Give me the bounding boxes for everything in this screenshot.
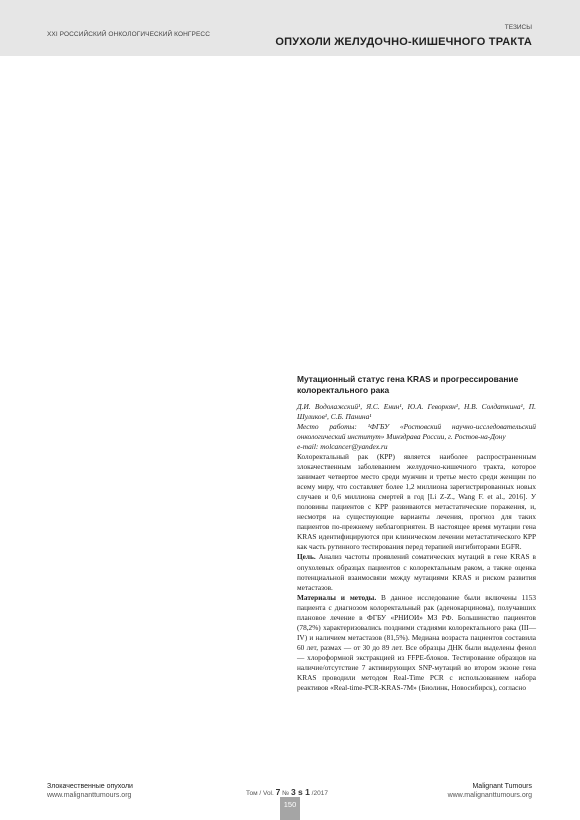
goal-label: Цель. xyxy=(297,552,316,562)
footer-left xyxy=(47,782,133,800)
issue-year: /2017 xyxy=(309,790,328,797)
journal-title-ru: Злокачественные опухоли xyxy=(47,783,133,790)
page-number: 150 xyxy=(280,797,300,820)
article-authors: Д.И. Водолажский¹, Я.С. Енин¹, Ю.А. Геворкян¹, Н.В. Солдаткина¹, П. Шуликов¹, С.Б. Панина¹ xyxy=(297,402,536,421)
article-title: Мутационный статус гена KRAS и прогрессирование колоректального рака xyxy=(297,374,519,395)
num-prefix: № xyxy=(280,790,291,797)
page-header xyxy=(0,0,580,56)
footer-issue xyxy=(246,787,328,797)
article xyxy=(297,374,536,693)
methods-label: Материалы и методы. xyxy=(297,592,377,602)
article-body xyxy=(297,452,536,693)
vol-prefix: Том / Vol. xyxy=(246,790,276,797)
vol-number: 7 xyxy=(275,787,281,797)
journal-url-left[interactable]: www.malignanttumours.org xyxy=(47,792,132,799)
conference-name: XXI РОССИЙСКИЙ ОНКОЛОГИЧЕСКИЙ КОНГРЕСС xyxy=(47,31,210,38)
theses-label: ТЕЗИСЫ xyxy=(504,24,532,31)
intro-paragraph: Колоректальный рак (КРР) является наиболее распространенным злокачественным заболеванием желудочно-кишечного тракта, которое занимает четвертое место среди мужчин и третье место среди женщин по всему миру, что составляет более 1,2 миллиона зарегистрированных новых случаев и 0,6 миллиона смертей в год [Li Z-Z., Wang F. et al., 2016]. У половины пациентов с КРР развиваются метастатические поражения, и, несмотря на существующие варианты лечения, прогноз для таких пациентов по-прежнему неблагоприятен. В настоящее время мутации гена KRAS идентифицируются при клиническом лечении метастатического КРР как часть рутинного тестирования перед терапией ингибиторами EGFR. xyxy=(297,452,536,552)
issue-number: 3 s 1 xyxy=(290,787,310,797)
article-email: e-mail: molcancer@yandex.ru xyxy=(297,442,388,451)
methods-paragraph xyxy=(297,593,536,693)
goal-text: Анализ частоты проявлений соматических мутаций в гене KRAS в опухолевых образцах пациентов с колоректальным раком, а также оценка потенциальной взаимосвязи между мутациями KRAS и риском развития метастазов. xyxy=(297,552,536,592)
footer-right xyxy=(448,782,532,800)
goal-paragraph xyxy=(297,552,536,592)
methods-text: В данное исследование были включены 1153 пациента с диагнозом колоректальный рак (аденокарцинома), получавших плановое лечение в ФГБУ «РНИОИ» МЗ РФ. Большинство пациентов (78,2%) характеризовались поздними стадиями колоректального рака (III—IV) и наличием метастазов (81,5%). Медиана возраста пациентов составила 60 лет, размах — от 30 до 89 лет. Все образцы ДНК были выделены фенол — хлороформной экстракцией из FFPE-блоков. Тестирование образцов на наличие/отсутствие 7 активирующих SNP-мутаций во втором экзоне гена KRAS проводили методом Real-Time PCR с использованием набора реактивов «Real-time-PCR-KRAS-7M» (Биолинк, Новосибирск), согласно xyxy=(297,592,536,693)
section-title: ОПУХОЛИ ЖЕЛУДОЧНО-КИШЕЧНОГО ТРАКТА xyxy=(275,36,532,48)
journal-title-en: Malignant Tumours xyxy=(472,783,532,790)
journal-url-right[interactable]: www.malignanttumours.org xyxy=(447,792,532,799)
article-affiliation: Место работы: ¹ФГБУ «Ростовский научно-исследовательский онкологический институт» Минздрава России, г. Ростов-на-Дону xyxy=(297,422,536,441)
